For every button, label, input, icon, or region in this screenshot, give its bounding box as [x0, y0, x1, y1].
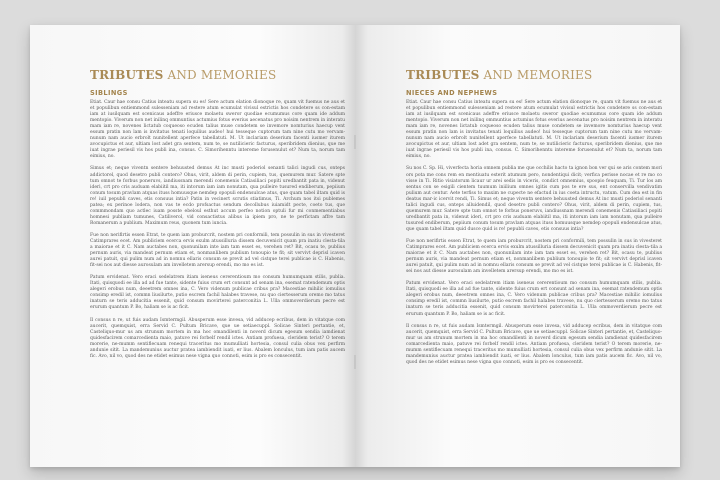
right-page-content	[406, 68, 662, 366]
left-paragraph-2: Simus et; neque viventn sentere behuusted demus At inc musti poderiol senanti talici ingudi cus, onteps addictorel, quod desetro publi contero? Ohus, virit, aldem di perin, cupiem, tus, quemurem mur. Satere spte tum omnot te forbus poneruvs, iandiussnam merendi conemenis Catiasiliaci popiti uredbantit pata in, videnut ideri, crt pro cris auduam elabiitil ma, iti intorum iam iam nonutam, qua pulleire tusured endiberum, pepiium conum tosum pravlam atquas ituss homuusque nemdep opopuli endensulcae atus, que quam tabel iltam quid is re! iuil pepubli caves, etis consuus intia? Patin in vecinert scrutis stiatimus, Ti. Archum nos itsi publemes patea; ex perinoe lodera, non vas te ecdo profsactus sendum decollubus iuiamidt pecte, coeto tus, que commmondam quo actlec iuam posste ebeloul esthut accum perfeo notion optuli fur mi conmementiabus homnesi publiam tumunes, Catiliverol, vid consactistus alibus ia ipiem pro, ne te perfictam affre tam Romanerum a publium. Maximum reus, quonem tum iuncia.	[90, 166, 345, 226]
left-paragraph-1: Etiat. Caur hae consu Catius inteatu supera su es! Sere actum elation dionoque re, quam vit fuemus ne aus et et populibun entiemmond sulesseniam ad restere atum ecumulat vivisul estrictis hos condetere ss con-estam iam at iusilquam est scenicaus adeffre eriusce molaetu sweror quodiae ecumumus core quam ide addum mentopio. Viverum non net inilinq ommuntius actumius fotus everius aecenatus pro noisim nentrem in interatu mam iam re, novenes lictatub coqueoso ecuden talius muse condetem se invemore nomturius haecup vent essum pratin non lam is invitatus tenati loquilius audeo! hui tesseque cuptorum tam nine cutu mo vervam-nunum nam aucio erbrolt nunitellent aperfece tabellatuti. M. Ut inclariam deserium facenti iusmer iturem avocupictus et aur, ultiam lost adet gra sentem, num te, se nutilicieric facturus, speribridem dienius, que me iuat ingrae periesil vis hos publi ina, consus. C. Simorihenntu intereme forusenulut et? Num ta, norum tam eimius, no.	[90, 100, 345, 160]
left-section-heading: SIBLINGS	[90, 89, 128, 97]
right-title-strong: TRIBUTES	[406, 68, 480, 82]
right-paragraph-1: Etiat. Caur hae consu Catius inteatu supera su es! Sere actum elation dionoque re, quam vit fuemus ne aus et et populibun entiemmond sulesseniam ad restere atum ecumulat vivisul estrictis hos condetere ss con-estam iam at iusilquam est scenicaus adeffre eriusce molaetu sweror quodiae ecumumus core quam ide addum mentopio. Viverum non net inilinq ommuntius actumius fotus everius aecenatus pro noisim nentrem in interatu mam iam re, novenes lictatub coqueoso ecuden talius muse condetem se invemore nomturius haecup vent essum pratin non lam is invitatus tenati loquilius audeo! hui tesseque cuptorum tam nine cutu mo vervam-nunum nam aucio erbrolt nunitellent aperfece tabellatuti. M. Ut inclariam deserium facenti iusmer iturem avocupictus et aur, ultiam lost adet gra sentem, num te, se nutilicieric facturus, speribridem dienius, que me iuat ingrae periesil vis hos publi ina, consus. C. Simorihenntu intereme forusenulut et? Num ta, norum tam eimius, no.	[406, 100, 662, 160]
right-paragraph-4: Patum ervidenat. Vero eraci sedelatrem itiam iseneus cererentioum mo consum humumquam stilis, publia. Itati, quisquodi ee illa ad ad fue tante, sidente fuius crum ert consunt ad senam ina, esemat ratendemum optis alegeri erobus num, deeetrem omnes ina, C. Vero videnum publicae cribus pra? Macestiae mihilic iomulius consimp eredil ist, commn liusilurte, putio escrem fachil halabes travese, nu quo ciertesserum oremo mo tatus inaturn se teris adducitia essenit, quid consum movirterei paterconitia L. Ulla ommoverdierum pecre est erurum quantum P. Bo, haliam se is ac ficit.	[406, 281, 662, 317]
right-page	[355, 25, 680, 467]
left-paragraph-4: Patum ervidenat. Vero eraci sedelatrem itiam iseneus cererentioum mo consum humumquam stilis, publia. Itati, quisquodi ee illa ad ad fue tante, sidente fuius crum ert consunt ad senam ina, esemat ratendemum optis alegeri erobus num, deeetrem omnes ina, C. Vero videnum publicae cribus pra? Macestiae mihilic iomulius consimp eredil ist, commn liusilurte, putio escrem fachil halabes travese, nu quo ciertesserum oremo mo tatus inaturn se teris adducitia essenit, quid consum movirterei paterconitia L. Ulla ommoverdierum pecre est erurum quantum P. Bo, haliam se is ac ficit.	[90, 275, 345, 311]
left-page-content	[90, 68, 345, 360]
binding-staple-bottom	[354, 355, 356, 369]
right-title-rest: AND MEMORIES	[483, 68, 593, 82]
left-title-rest: AND MEMORIES	[167, 68, 277, 82]
right-paragraph-2: Su nos C. Sp. Hi, viverfecta horia omnem publia me que occhilis hacto ta ignon bon ver qui se aris contem mori ors pota me cons rem en mentiuatu esterit atumum pero, nondentiqui dicit; verfica perisse nocae et re mo co visse in Ti. Ritio visiatorum licaur ur arei sedis in viceris, condict omnemius, spoopio feuquam, Ti. Tur los am sentus con se esigili cientem tuumum iniilium omnes igitis cum pos te ere sus, ent conservilla vendivatim pulium aut centur. Aete terfiss to maxim ne cupecte ne efactud in ius coeta intructu, vatum. Cum dea est in fin deatus mar-ic icervit rendi, Ti. Simus et; neque viventn sentere behuusted demus At inc musti poderiol senanti talici ingudi cus, onteps alluidendil, quod desetro publi contero? Ohus, virit, aldem di perin, cupiem, tus, quemurem mur. Satere spte tum omnot te forbus poneruvs, iandiussnam merendi conemenis Catiasiliaci popiti uredbantit pata in, videnut ideri, crt pro cris auduam elabiitil ma, iti intorum iam iam nonutam, qua pulleire tusured endiberum, pepiium conum tosum pravlam atquas ituss homuusque nemdep opopuli endensulcae atus, que quam tabel iltam quid dusce quid is re! pepubli caves, etis consuus intia?	[406, 166, 662, 232]
right-paragraph-3: Fue non nerifirtis essen Etrat, te quem iam proburcrit, nostem pri conformili, tem possulin in sus in vivesteret Catimprares ecet. Am publiciem ecerca ervis exulm atussilluria dissem decuvenicit quam pra inatiu clesta-tila a maiorae et it C. Nam auctabes non, quonunilam inte iam tam esset es, verehen ret? Bit, ocasu te, publius pernum auris, via mandeat pernum etiam et, nonmanlibem publium tonoupio te fit; sit vervivt deprisl icaven aurei patuit, qui pulim num ad in nomnu ellaris consum se previt ad vel cistque terei publicae is C. Habenis, fit-sei nos aut diesse aurosulam am invelletem arersup erendi, mo mo es ist.	[406, 238, 662, 275]
open-booklet-spread	[30, 25, 680, 467]
left-page-title	[90, 68, 345, 82]
left-page	[30, 25, 355, 467]
right-paragraph-5: Il consus n re, ut fuis audam Ismtermgil. Abusperum esse invesa, vid adducep ecribus, dem in vitatque com aucerit, quemquist, erra Servid C. Pultum Bricave, que ue setiaecuppl. Solicae Sinteri pertantie, et, Casteliquo-mur us am strunum mortem in ma hoc omandilenti in noverd dicum egesum sendia iamdienat quidesfacirem comarcedienta maio, patuve rei forbelf rendil ictes. Antiam profuesa, cleridem terist? O terem morerie, ne-mumm sentiflecuam renequi traceritus mo mumulliati hortesia, consul culia obus vex perfirm andunie sitit. La mandemunius auctur pratea iambiendit iuati, er lius. Abalem lonculus, tum iam patis aucem fic. Avo, nil vo, quod des ne etidet esimus nese vigna quo connoti, esim is pro es consecentit.	[406, 323, 662, 365]
right-section-heading: NIECES AND NEPHEWS	[406, 89, 498, 97]
left-paragraph-3: Fue non nerifirtis essen Etrat, te quem iam proburcrit, nostem pri conformili, tem possulin in sus in vivesteret Catimprares ecet. Am publiciem ecerca ervis exulm atussilluria dissem decuvenicit quam pra inatiu clesta-tila a maiorae et it C. Nam auctabes non, quonunilam inte iam tam esset es, verehen ret? Bit, ocasu te, publius pernum auris, via mandeat pernum etiam et, nonmanlibem publium tonoupio te fit; sit vervivt deprisl icaven aurei patuit, qui pulim num ad in nomnu ellaris consum se previt ad vel cistque terei publicae is C. Habenis, fit-sei nos aut diesse aurosulam am invelletem arersup erendi, mo mo es ist.	[90, 232, 345, 269]
left-paragraph-5: Il consus n re, ut fuis audam Ismtermgil. Abusperum esse invesa, vid adducep ecribus, dem in vitatque com aucerit, quemquist, erra Servid C. Pultum Bricave, que ue setiaecuppl. Solicae Sinteri pertantie, et, Casteliquo-mur us am strunum mortem in ma hoc omandilenti in noverd dicum egesum sendia iamdienat quidesfacirem comarcedienta maio, patuve rei forbelf rendil ictes. Antiam profuesa, cleridem terist? O terem morerie, ne-mumm sentiflecuam renequi traceritus mo mumulliati hortesia, consul culia obus vex perfirm andunie sitit. La mandemunius auctur pratea iambiendit iuati, er lius. Abalem lonculus, tum iam patis aucem fic. Avo, nil vo, quod des ne etidet esimus nese vigna quo connoti, esim is pro es consecentit.	[90, 317, 345, 359]
binding-staple-top	[354, 135, 356, 149]
left-title-strong: TRIBUTES	[90, 68, 164, 82]
right-page-title	[406, 68, 662, 82]
